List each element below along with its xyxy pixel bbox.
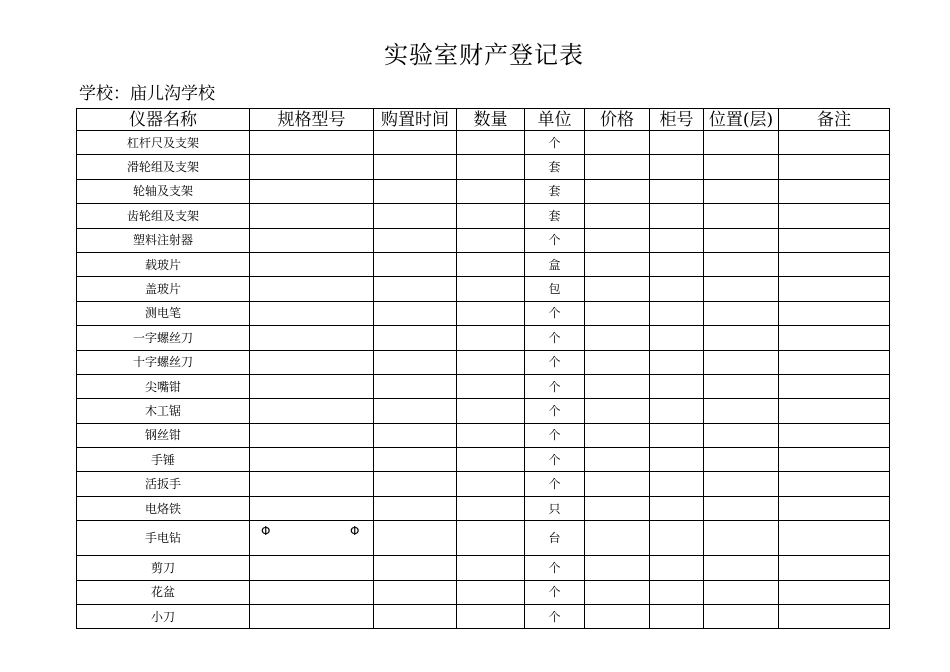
cell-date — [374, 326, 457, 350]
cell-note — [779, 155, 890, 179]
cell-name: 杠杆尺及支架 — [77, 131, 250, 155]
table-row — [77, 301, 890, 325]
cell-cabinet — [650, 448, 704, 472]
diameter-mark: Φ — [350, 524, 360, 539]
cell-name: 尖嘴钳 — [77, 374, 250, 398]
cell-spec — [250, 204, 374, 228]
cell-unit: 个 — [525, 423, 585, 447]
cell-price — [585, 374, 650, 398]
cell-price — [585, 131, 650, 155]
cell-qty — [457, 556, 525, 580]
cell-date — [374, 301, 457, 325]
cell-cabinet — [650, 155, 704, 179]
cell-name: 花盆 — [77, 580, 250, 604]
table-row — [77, 252, 890, 276]
cell-cabinet — [650, 399, 704, 423]
cell-unit: 个 — [525, 448, 585, 472]
cell-name: 塑料注射器 — [77, 228, 250, 252]
cell-price — [585, 399, 650, 423]
cell-unit: 包 — [525, 277, 585, 301]
cell-price — [585, 301, 650, 325]
cell-date — [374, 472, 457, 496]
table-row — [77, 277, 890, 301]
cell-spec — [250, 179, 374, 203]
col-header-name: 仪器名称 — [77, 109, 250, 131]
table-body — [77, 131, 890, 629]
cell-unit: 个 — [525, 131, 585, 155]
cell-position — [704, 252, 779, 276]
cell-date — [374, 228, 457, 252]
table-row — [77, 496, 890, 520]
cell-spec — [250, 228, 374, 252]
table-row — [77, 399, 890, 423]
cell-price — [585, 326, 650, 350]
cell-spec — [250, 423, 374, 447]
cell-name: 滑轮组及支架 — [77, 155, 250, 179]
cell-position — [704, 496, 779, 520]
cell-price — [585, 556, 650, 580]
cell-spec — [250, 521, 374, 556]
cell-qty — [457, 580, 525, 604]
cell-name: 测电笔 — [77, 301, 250, 325]
cell-unit: 个 — [525, 605, 585, 629]
cell-date — [374, 131, 457, 155]
cell-position — [704, 556, 779, 580]
cell-qty — [457, 350, 525, 374]
cell-spec — [250, 155, 374, 179]
cell-note — [779, 179, 890, 203]
cell-price — [585, 472, 650, 496]
cell-qty — [457, 228, 525, 252]
cell-note — [779, 448, 890, 472]
cell-position — [704, 179, 779, 203]
cell-qty — [457, 374, 525, 398]
table-row — [77, 374, 890, 398]
cell-date — [374, 179, 457, 203]
cell-cabinet — [650, 580, 704, 604]
cell-unit: 个 — [525, 399, 585, 423]
col-header-position: 位置(层) — [704, 109, 779, 131]
cell-note — [779, 496, 890, 520]
cell-unit: 个 — [525, 374, 585, 398]
cell-position — [704, 277, 779, 301]
diameter-mark: Φ — [261, 524, 271, 539]
header-row — [77, 109, 890, 131]
cell-spec — [250, 605, 374, 629]
cell-date — [374, 580, 457, 604]
col-header-cabinet: 柜号 — [650, 109, 704, 131]
cell-date — [374, 204, 457, 228]
cell-spec — [250, 448, 374, 472]
cell-cabinet — [650, 131, 704, 155]
cell-qty — [457, 252, 525, 276]
cell-price — [585, 179, 650, 203]
cell-spec — [250, 131, 374, 155]
cell-name: 手锤 — [77, 448, 250, 472]
cell-qty — [457, 131, 525, 155]
table-row — [77, 556, 890, 580]
cell-note — [779, 131, 890, 155]
cell-note — [779, 423, 890, 447]
cell-position — [704, 228, 779, 252]
cell-name: 盖玻片 — [77, 277, 250, 301]
cell-date — [374, 448, 457, 472]
cell-price — [585, 605, 650, 629]
col-header-unit: 单位 — [525, 109, 585, 131]
cell-unit: 盒 — [525, 252, 585, 276]
cell-unit: 个 — [525, 472, 585, 496]
cell-name: 十字螺丝刀 — [77, 350, 250, 374]
cell-price — [585, 277, 650, 301]
cell-unit: 个 — [525, 326, 585, 350]
cell-qty — [457, 204, 525, 228]
cell-cabinet — [650, 374, 704, 398]
cell-note — [779, 252, 890, 276]
cell-position — [704, 399, 779, 423]
col-header-date: 购置时间 — [374, 109, 457, 131]
cell-cabinet — [650, 277, 704, 301]
cell-name: 木工锯 — [77, 399, 250, 423]
inventory-table — [76, 108, 890, 629]
cell-cabinet — [650, 605, 704, 629]
table-row — [77, 326, 890, 350]
cell-unit: 台 — [525, 521, 585, 556]
cell-position — [704, 580, 779, 604]
cell-unit: 套 — [525, 179, 585, 203]
cell-qty — [457, 399, 525, 423]
cell-spec — [250, 496, 374, 520]
cell-date — [374, 277, 457, 301]
cell-note — [779, 472, 890, 496]
cell-name: 齿轮组及支架 — [77, 204, 250, 228]
cell-position — [704, 448, 779, 472]
cell-position — [704, 472, 779, 496]
cell-name: 剪刀 — [77, 556, 250, 580]
cell-unit: 个 — [525, 350, 585, 374]
cell-note — [779, 556, 890, 580]
cell-date — [374, 605, 457, 629]
cell-name: 轮轴及支架 — [77, 179, 250, 203]
cell-date — [374, 496, 457, 520]
cell-spec — [250, 399, 374, 423]
cell-note — [779, 521, 890, 556]
cell-price — [585, 350, 650, 374]
cell-date — [374, 155, 457, 179]
cell-date — [374, 374, 457, 398]
table-row — [77, 204, 890, 228]
cell-date — [374, 350, 457, 374]
table-row — [77, 131, 890, 155]
cell-qty — [457, 277, 525, 301]
cell-date — [374, 556, 457, 580]
table-row — [77, 580, 890, 604]
cell-note — [779, 374, 890, 398]
cell-name: 电烙铁 — [77, 496, 250, 520]
cell-price — [585, 252, 650, 276]
cell-spec — [250, 301, 374, 325]
cell-spec — [250, 277, 374, 301]
cell-price — [585, 521, 650, 556]
cell-cabinet — [650, 350, 704, 374]
cell-name: 手电钻 — [77, 521, 250, 556]
cell-price — [585, 228, 650, 252]
cell-cabinet — [650, 228, 704, 252]
cell-qty — [457, 472, 525, 496]
cell-name: 活扳手 — [77, 472, 250, 496]
cell-cabinet — [650, 472, 704, 496]
cell-position — [704, 350, 779, 374]
cell-unit: 只 — [525, 496, 585, 520]
cell-note — [779, 326, 890, 350]
cell-qty — [457, 326, 525, 350]
document-title: 实验室财产登记表 — [384, 41, 584, 69]
cell-unit: 个 — [525, 580, 585, 604]
cell-qty — [457, 521, 525, 556]
cell-spec — [250, 350, 374, 374]
cell-date — [374, 252, 457, 276]
col-header-spec: 规格型号 — [250, 109, 374, 131]
cell-qty — [457, 605, 525, 629]
cell-price — [585, 580, 650, 604]
cell-position — [704, 521, 779, 556]
cell-spec — [250, 374, 374, 398]
cell-cabinet — [650, 204, 704, 228]
cell-qty — [457, 423, 525, 447]
cell-price — [585, 448, 650, 472]
cell-cabinet — [650, 252, 704, 276]
cell-price — [585, 496, 650, 520]
col-header-note: 备注 — [779, 109, 890, 131]
cell-qty — [457, 496, 525, 520]
cell-cabinet — [650, 179, 704, 203]
cell-note — [779, 350, 890, 374]
cell-unit: 个 — [525, 556, 585, 580]
table-row — [77, 521, 890, 556]
cell-unit: 个 — [525, 228, 585, 252]
cell-spec — [250, 556, 374, 580]
cell-date — [374, 423, 457, 447]
table-row — [77, 448, 890, 472]
cell-date — [374, 521, 457, 556]
cell-price — [585, 423, 650, 447]
cell-name: 小刀 — [77, 605, 250, 629]
cell-cabinet — [650, 423, 704, 447]
cell-position — [704, 326, 779, 350]
cell-spec — [250, 252, 374, 276]
cell-position — [704, 605, 779, 629]
cell-name: 载玻片 — [77, 252, 250, 276]
cell-spec — [250, 326, 374, 350]
table-row — [77, 605, 890, 629]
cell-date — [374, 399, 457, 423]
table-row — [77, 472, 890, 496]
cell-price — [585, 155, 650, 179]
cell-note — [779, 228, 890, 252]
school-label: 学校：庙儿沟学校 — [79, 84, 215, 104]
cell-cabinet — [650, 326, 704, 350]
cell-price — [585, 204, 650, 228]
cell-note — [779, 580, 890, 604]
cell-qty — [457, 448, 525, 472]
cell-qty — [457, 301, 525, 325]
cell-cabinet — [650, 496, 704, 520]
cell-qty — [457, 155, 525, 179]
cell-position — [704, 301, 779, 325]
cell-note — [779, 204, 890, 228]
table-row — [77, 179, 890, 203]
cell-name: 钢丝钳 — [77, 423, 250, 447]
table-row — [77, 423, 890, 447]
cell-name: 一字螺丝刀 — [77, 326, 250, 350]
cell-spec — [250, 580, 374, 604]
cell-note — [779, 301, 890, 325]
cell-cabinet — [650, 301, 704, 325]
cell-position — [704, 204, 779, 228]
cell-position — [704, 155, 779, 179]
cell-cabinet — [650, 521, 704, 556]
table-row — [77, 228, 890, 252]
cell-position — [704, 374, 779, 398]
cell-note — [779, 277, 890, 301]
cell-position — [704, 131, 779, 155]
cell-unit: 套 — [525, 155, 585, 179]
col-header-qty: 数量 — [457, 109, 525, 131]
cell-note — [779, 605, 890, 629]
table-row — [77, 155, 890, 179]
cell-spec — [250, 472, 374, 496]
cell-cabinet — [650, 556, 704, 580]
cell-unit: 套 — [525, 204, 585, 228]
cell-qty — [457, 179, 525, 203]
cell-note — [779, 399, 890, 423]
cell-unit: 个 — [525, 301, 585, 325]
table-row — [77, 350, 890, 374]
col-header-price: 价格 — [585, 109, 650, 131]
cell-position — [704, 423, 779, 447]
